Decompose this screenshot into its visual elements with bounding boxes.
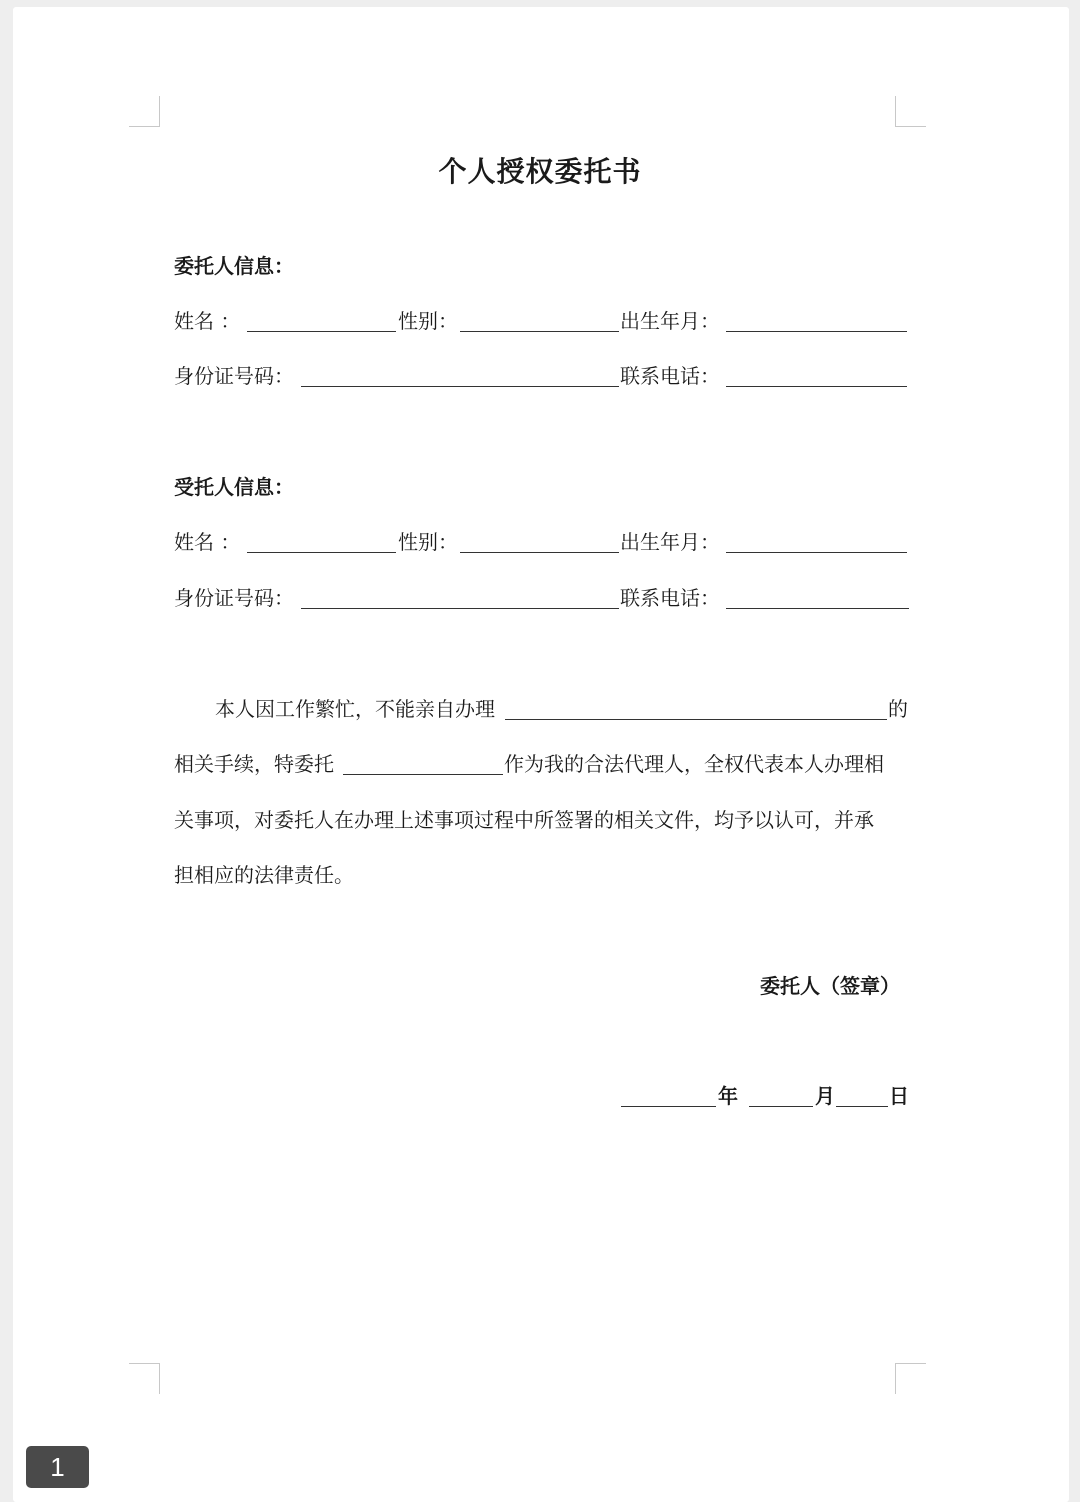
month-field[interactable] bbox=[749, 1106, 813, 1107]
year-field[interactable] bbox=[621, 1106, 716, 1107]
document-title: 个人授权委托书 bbox=[438, 155, 642, 188]
page-number-badge[interactable]: 1 bbox=[26, 1446, 89, 1488]
principal-birth-field[interactable] bbox=[726, 331, 907, 332]
principal-name-label: 姓名 ： bbox=[174, 309, 241, 333]
principal-gender-label: 性别： bbox=[398, 309, 458, 333]
principal-gender-field[interactable] bbox=[460, 331, 619, 332]
year-label: 年 bbox=[718, 1084, 738, 1108]
agent-appoint-field[interactable] bbox=[343, 774, 503, 775]
agent-heading: 受托人信息： bbox=[174, 475, 294, 499]
matter-field[interactable] bbox=[505, 719, 887, 720]
agent-name-label: 姓名 ： bbox=[174, 530, 241, 554]
principal-birth-label: 出生年月： bbox=[620, 309, 720, 333]
agent-gender-field[interactable] bbox=[460, 552, 619, 553]
body-line-2-end: 作为我的合法代理人，全权代表本人办理相 bbox=[504, 752, 884, 776]
signature-label: 委托人（签章） bbox=[760, 974, 900, 998]
principal-id-label: 身份证号码： bbox=[174, 364, 294, 388]
body-line-2: 相关手续，特委托 bbox=[174, 752, 334, 776]
day-field[interactable] bbox=[836, 1106, 888, 1107]
body-line-3: 关事项，对委托人在办理上述事项过程中所签署的相关文件，均予以认可，并承 bbox=[174, 808, 874, 832]
agent-name-field[interactable] bbox=[247, 552, 396, 553]
body-line-1: 本人因工作繁忙，不能亲自办理 bbox=[215, 697, 495, 721]
crop-mark-bottom-right bbox=[895, 1363, 926, 1394]
principal-heading: 委托人信息： bbox=[174, 254, 294, 278]
principal-phone-label: 联系电话： bbox=[620, 364, 720, 388]
principal-id-field[interactable] bbox=[301, 386, 619, 387]
crop-mark-bottom-left bbox=[129, 1363, 160, 1394]
agent-phone-label: 联系电话： bbox=[620, 586, 720, 610]
agent-phone-field[interactable] bbox=[726, 608, 909, 609]
agent-birth-field[interactable] bbox=[726, 552, 907, 553]
crop-mark-top-left bbox=[129, 96, 160, 127]
body-line-4: 担相应的法律责任。 bbox=[174, 863, 354, 887]
agent-id-field[interactable] bbox=[301, 608, 619, 609]
agent-birth-label: 出生年月： bbox=[620, 530, 720, 554]
principal-phone-field[interactable] bbox=[726, 386, 907, 387]
month-label: 月 bbox=[815, 1084, 835, 1108]
agent-gender-label: 性别： bbox=[398, 530, 458, 554]
principal-name-field[interactable] bbox=[247, 331, 396, 332]
agent-id-label: 身份证号码： bbox=[174, 586, 294, 610]
body-line-1-end: 的 bbox=[888, 697, 908, 721]
day-label: 日 bbox=[889, 1084, 909, 1108]
crop-mark-top-right bbox=[895, 96, 926, 127]
